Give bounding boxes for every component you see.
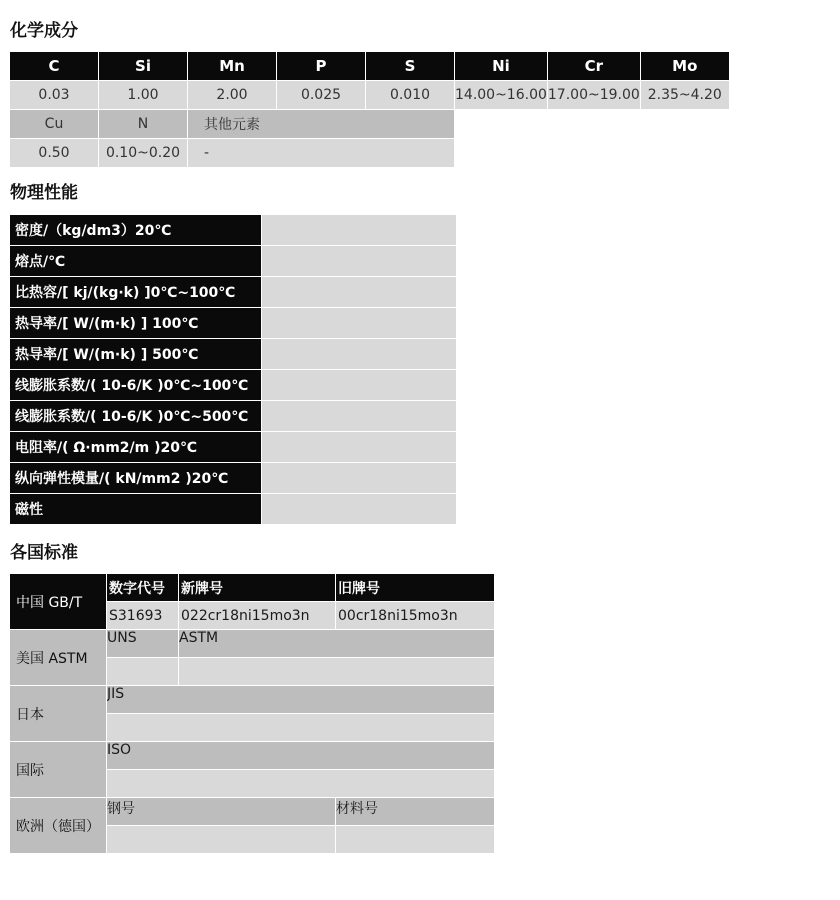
chemical-value-row: [10, 81, 729, 109]
property-row: [10, 339, 456, 369]
usa-header-uns: UNS: [107, 630, 178, 657]
standard-row-europe: [10, 798, 494, 825]
property-value: [262, 370, 456, 400]
physical-section-title: 物理性能: [10, 183, 78, 203]
property-value: [262, 432, 456, 462]
property-label: 热导率/[ W/(m·k) ] 100℃: [10, 308, 261, 338]
element-value-cr: 17.00~19.00: [548, 81, 640, 109]
china-header-old: 旧牌号: [336, 574, 494, 601]
standards-table: [9, 573, 495, 854]
japan-header-jis: JIS: [107, 686, 494, 713]
chemical-composition-table: [9, 51, 730, 168]
china-header-new: 新牌号: [179, 574, 335, 601]
element-value-c: 0.03: [10, 81, 98, 109]
standard-row-usa: [10, 630, 494, 657]
element-value-cu: 0.50: [10, 139, 98, 167]
property-label: 热导率/[ W/(m·k) ] 500℃: [10, 339, 261, 369]
element-value-mo: 2.35~4.20: [641, 81, 729, 109]
element-value-mn: 2.00: [188, 81, 276, 109]
country-intl: 国际: [10, 742, 106, 797]
property-row: [10, 401, 456, 431]
usa-value-uns: [107, 658, 178, 685]
europe-value-material: [336, 826, 494, 853]
property-label: 磁性: [10, 494, 261, 524]
country-china: 中国 GB/T: [10, 574, 106, 629]
japan-value-jis: [107, 714, 494, 741]
element-value-p: 0.025: [277, 81, 365, 109]
property-label: 比热容/[ kj/(kg·k) ]0℃~100℃: [10, 277, 261, 307]
property-row: [10, 432, 456, 462]
intl-value-iso: [107, 770, 494, 797]
property-row: [10, 308, 456, 338]
physical-properties-table: [9, 214, 457, 525]
property-value: [262, 339, 456, 369]
element-header-si: Si: [99, 52, 187, 80]
china-value-code: S31693: [107, 602, 178, 629]
chemical-section-title: 化学成分: [10, 21, 78, 41]
property-label: 线膨胀系数/( 10-6/K )0℃~500℃: [10, 401, 261, 431]
standards-section-title: 各国标准: [10, 543, 78, 563]
china-value-old: 00cr18ni15mo3n: [336, 602, 494, 629]
china-value-new: 022cr18ni15mo3n: [179, 602, 335, 629]
usa-value-astm: [179, 658, 494, 685]
europe-header-steel: 钢号: [107, 798, 335, 825]
element-header-c: C: [10, 52, 98, 80]
europe-header-material: 材料号: [336, 798, 494, 825]
element-value-n: 0.10~0.20: [99, 139, 187, 167]
chemical-value-row-2: [10, 139, 729, 167]
element-value-ni: 14.00~16.00: [455, 81, 547, 109]
property-row: [10, 215, 456, 245]
standard-row-intl: [10, 742, 494, 769]
element-header-cu: Cu: [10, 110, 98, 138]
blank-cell: [455, 110, 729, 138]
element-header-ni: Ni: [455, 52, 547, 80]
element-header-other: 其他元素: [188, 110, 454, 138]
country-usa: 美国 ASTM: [10, 630, 106, 685]
element-value-si: 1.00: [99, 81, 187, 109]
property-value: [262, 215, 456, 245]
blank-cell: [455, 139, 729, 167]
property-value: [262, 494, 456, 524]
element-header-p: P: [277, 52, 365, 80]
chemical-header-row-2: [10, 110, 729, 138]
element-header-mo: Mo: [641, 52, 729, 80]
property-value: [262, 246, 456, 276]
property-row: [10, 277, 456, 307]
property-row: [10, 246, 456, 276]
europe-value-steel: [107, 826, 335, 853]
element-header-n: N: [99, 110, 187, 138]
element-header-s: S: [366, 52, 454, 80]
property-row: [10, 370, 456, 400]
property-value: [262, 308, 456, 338]
usa-header-astm: ASTM: [179, 630, 494, 657]
element-value-s: 0.010: [366, 81, 454, 109]
property-label: 纵向弹性模量/( kN/mm2 )20℃: [10, 463, 261, 493]
element-value-other: -: [188, 139, 454, 167]
property-label: 电阻率/( Ω·mm2/m )20℃: [10, 432, 261, 462]
property-label: 线膨胀系数/( 10-6/K )0℃~100℃: [10, 370, 261, 400]
standard-row-japan: [10, 686, 494, 713]
property-row: [10, 494, 456, 524]
intl-header-iso: ISO: [107, 742, 494, 769]
property-value: [262, 277, 456, 307]
chemical-header-row: [10, 52, 729, 80]
country-europe: 欧洲（德国）: [10, 798, 106, 853]
property-value: [262, 463, 456, 493]
standard-row-china: [10, 574, 494, 601]
property-label: 密度/（kg/dm3）20℃: [10, 215, 261, 245]
china-header-code: 数字代号: [107, 574, 178, 601]
property-label: 熔点/℃: [10, 246, 261, 276]
country-japan: 日本: [10, 686, 106, 741]
property-row: [10, 463, 456, 493]
property-value: [262, 401, 456, 431]
element-header-cr: Cr: [548, 52, 640, 80]
element-header-mn: Mn: [188, 52, 276, 80]
